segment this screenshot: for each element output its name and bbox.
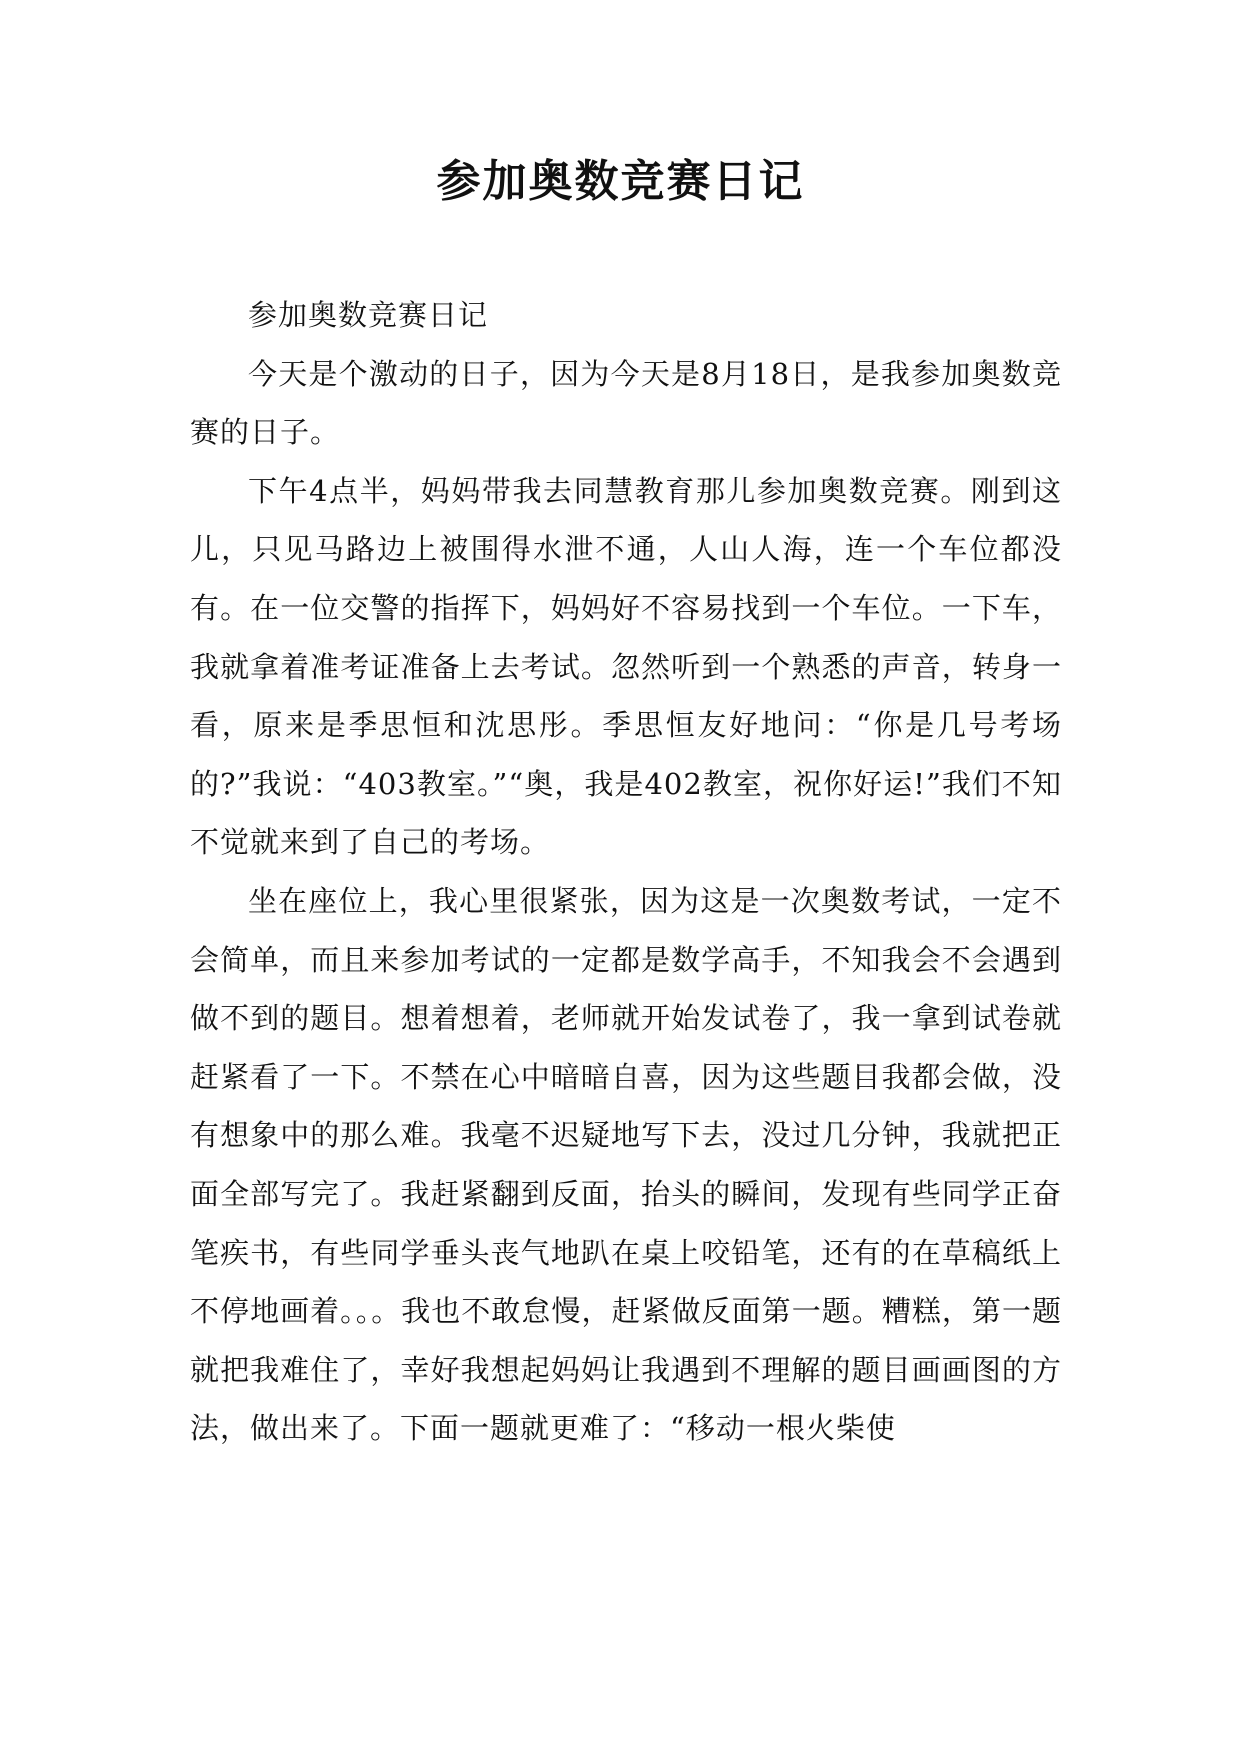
document-body — [190, 286, 1062, 1458]
paragraph: 下午4点半，妈妈带我去同慧教育那儿参加奥数竞赛。刚到这儿，只见马路边上被围得水泄不通，人山人海，连一个车位都没有。在一位交警的指挥下，妈妈好不容易找到一个车位。一下车，我就拿着准考证准备上去考试。忽然听到一个熟悉的声音，转身一看，原来是季思恒和沈思彤。季思恒友好地问：“你是几号考场的?”我说：“403教室。”“奥，我是402教室，祝你好运!”我们不知不觉就来到了自己的考场。 — [190, 473, 1062, 860]
paragraph: 今天是个激动的日子，因为今天是8月18日，是我参加奥数竞赛的日子。 — [190, 356, 1062, 450]
paragraph: 坐在座位上，我心里很紧张，因为这是一次奥数考试，一定不会简单，而且来参加考试的一定都是数学高手，不知我会不会遇到做不到的题目。想着想着，老师就开始发试卷了，我一拿到试卷就赶紧看了一下。不禁在心中暗暗自喜，因为这些题目我都会做，没有想象中的那么难。我毫不迟疑地写下去，没过几分钟，我就把正面全部写完了。我赶紧翻到反面，抬头的瞬间，发现有些同学正奋笔疾书，有些同学垂头丧气地趴在桌上咬铅笔，还有的在草稿纸上不停地画着。。。我也不敢怠慢，赶紧做反面第一题。糟糕，第一题就把我难住了，幸好我想起妈妈让我遇到不理解的题目画画图的方法，做出来了。下面一题就更难了：“移动一根火柴使 — [190, 883, 1062, 1446]
document-title: 参加奥数竞赛日记 — [436, 156, 805, 207]
paragraph-heading: 参加奥数竞赛日记 — [248, 298, 489, 332]
